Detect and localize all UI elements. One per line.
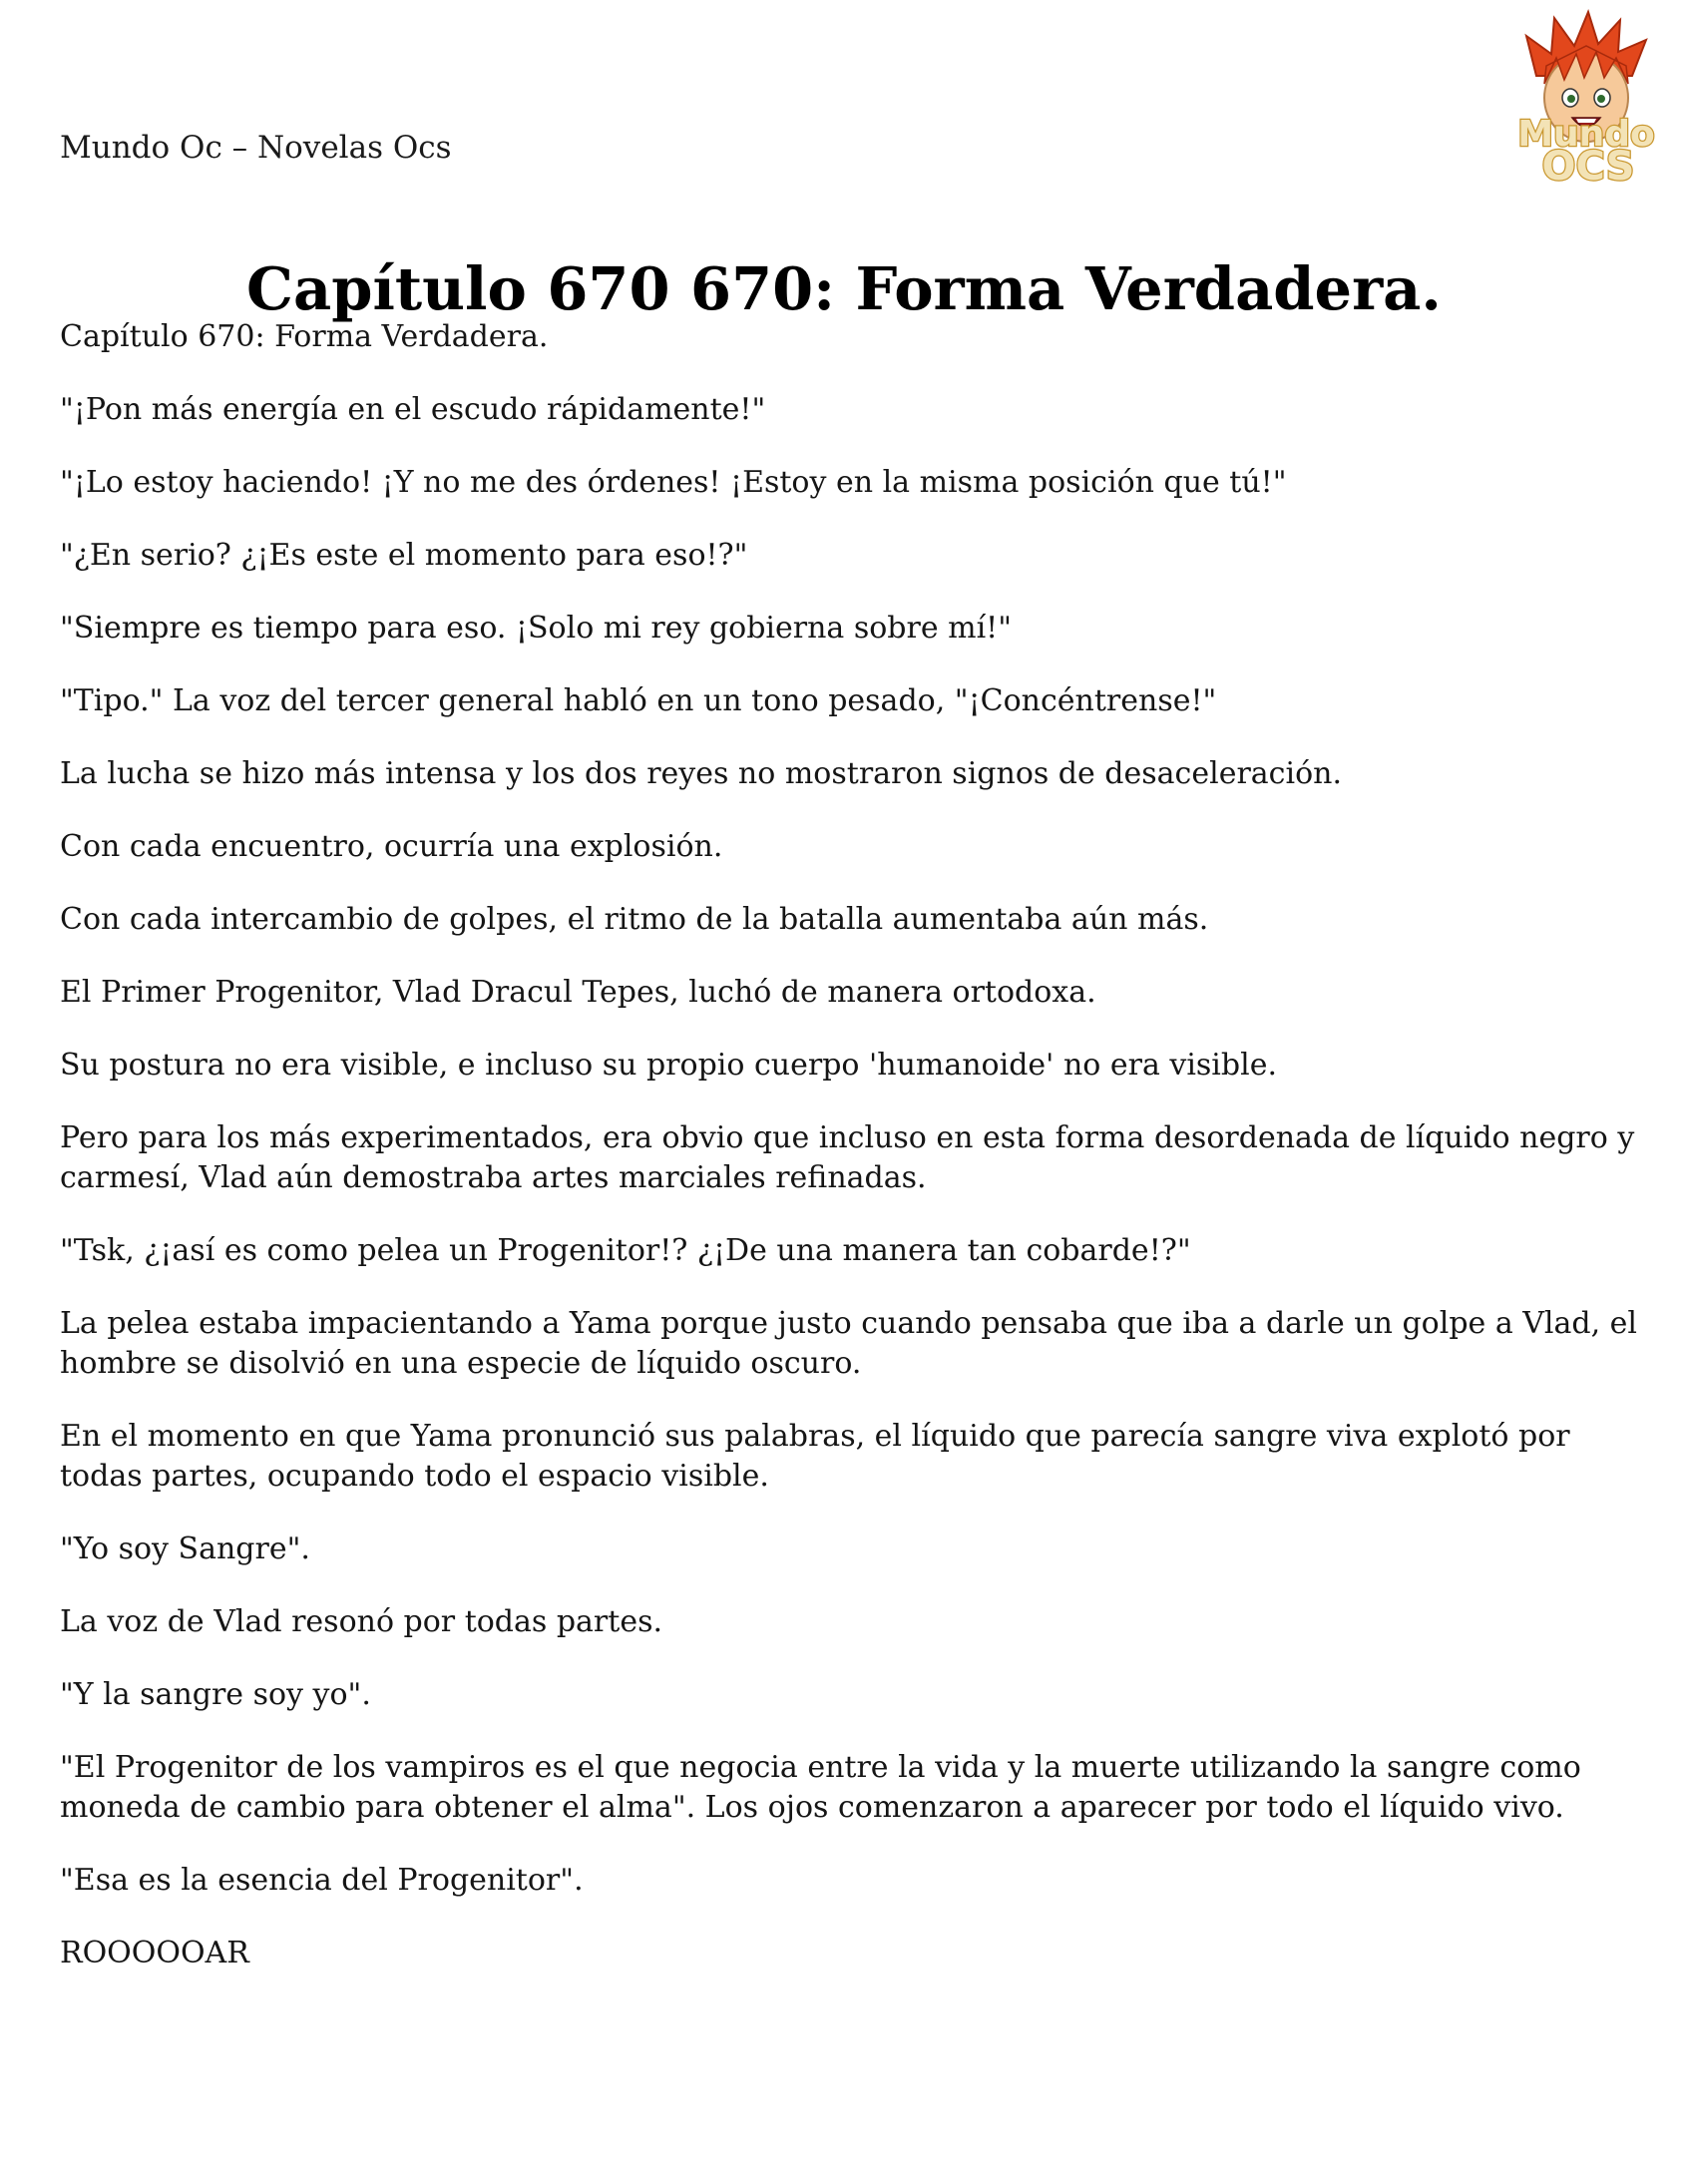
paragraph: Su postura no era visible, e incluso su propio cuerpo 'humanoide' no era visible. — [60, 1048, 1277, 1083]
paragraph: La pelea estaba impacientando a Yama porque justo cuando pensaba que iba a darle un golpe a Vlad, el hombre se disolvió en una especie de líquido oscuro. — [60, 1306, 1638, 1381]
paragraph: "Esa es la esencia del Progenitor". — [60, 1863, 584, 1898]
paragraph: Pero para los más experimentados, era obvio que incluso en esta forma desordenada de líquido negro y carmesí, Vlad aún demostraba artes marciales refinadas. — [60, 1120, 1635, 1195]
paragraph: La voz de Vlad resonó por todas partes. — [60, 1604, 662, 1639]
paragraph: En el momento en que Yama pronunció sus palabras, el líquido que parecía sangre viva explotó por todas partes, ocupando todo el espacio visible. — [60, 1419, 1570, 1494]
site-header: Mundo Oc – Novelas Ocs — [60, 130, 452, 166]
paragraph: Capítulo 670: Forma Verdadera. — [60, 319, 549, 354]
paragraph: "¡Pon más energía en el escudo rápidamente!" — [60, 392, 766, 427]
paragraph: "¿En serio? ¿¡Es este el momento para eso!?" — [60, 538, 748, 573]
paragraph: "Yo soy Sangre". — [60, 1531, 310, 1566]
chapter-title: Capítulo 670 670: Forma Verdadera. — [246, 253, 1442, 323]
paragraph: ROOOOOAR — [60, 1936, 249, 1970]
paragraph: La lucha se hizo más intensa y los dos reyes no mostraron signos de desaceleración. — [60, 756, 1342, 791]
paragraph: Con cada intercambio de golpes, el ritmo de la batalla aumentaba aún más. — [60, 902, 1209, 937]
paragraph: Con cada encuentro, ocurría una explosión. — [60, 829, 723, 864]
paragraph: "Tsk, ¿¡así es como pelea un Progenitor!? ¿¡De una manera tan cobarde!?" — [60, 1233, 1191, 1268]
paragraph: "El Progenitor de los vampiros es el que negocia entre la vida y la muerte utilizando la sangre como moneda de cambio para obtener el alma". Los ojos comenzaron a aparecer por todo el líquido vivo. — [60, 1750, 1581, 1825]
mascot-logo-icon — [1496, 6, 1676, 186]
paragraph: El Primer Progenitor, Vlad Dracul Tepes, luchó de manera ortodoxa. — [60, 975, 1096, 1010]
mundo-ocs-logo — [1496, 6, 1676, 186]
paragraph: "Siempre es tiempo para eso. ¡Solo mi rey gobierna sobre mí!" — [60, 611, 1013, 646]
paragraph: "¡Lo estoy haciendo! ¡Y no me des órdenes! ¡Estoy en la misma posición que tú!" — [60, 465, 1287, 500]
logo-text-ocs: OCS — [1541, 144, 1635, 186]
paragraph: "Tipo." La voz del tercer general habló en un tono pesado, "¡Concéntrense!" — [60, 683, 1217, 718]
paragraph: "Y la sangre soy yo". — [60, 1677, 371, 1712]
chapter-body — [60, 317, 1646, 2006]
logo-text-mundo: Mundo — [1517, 114, 1655, 155]
